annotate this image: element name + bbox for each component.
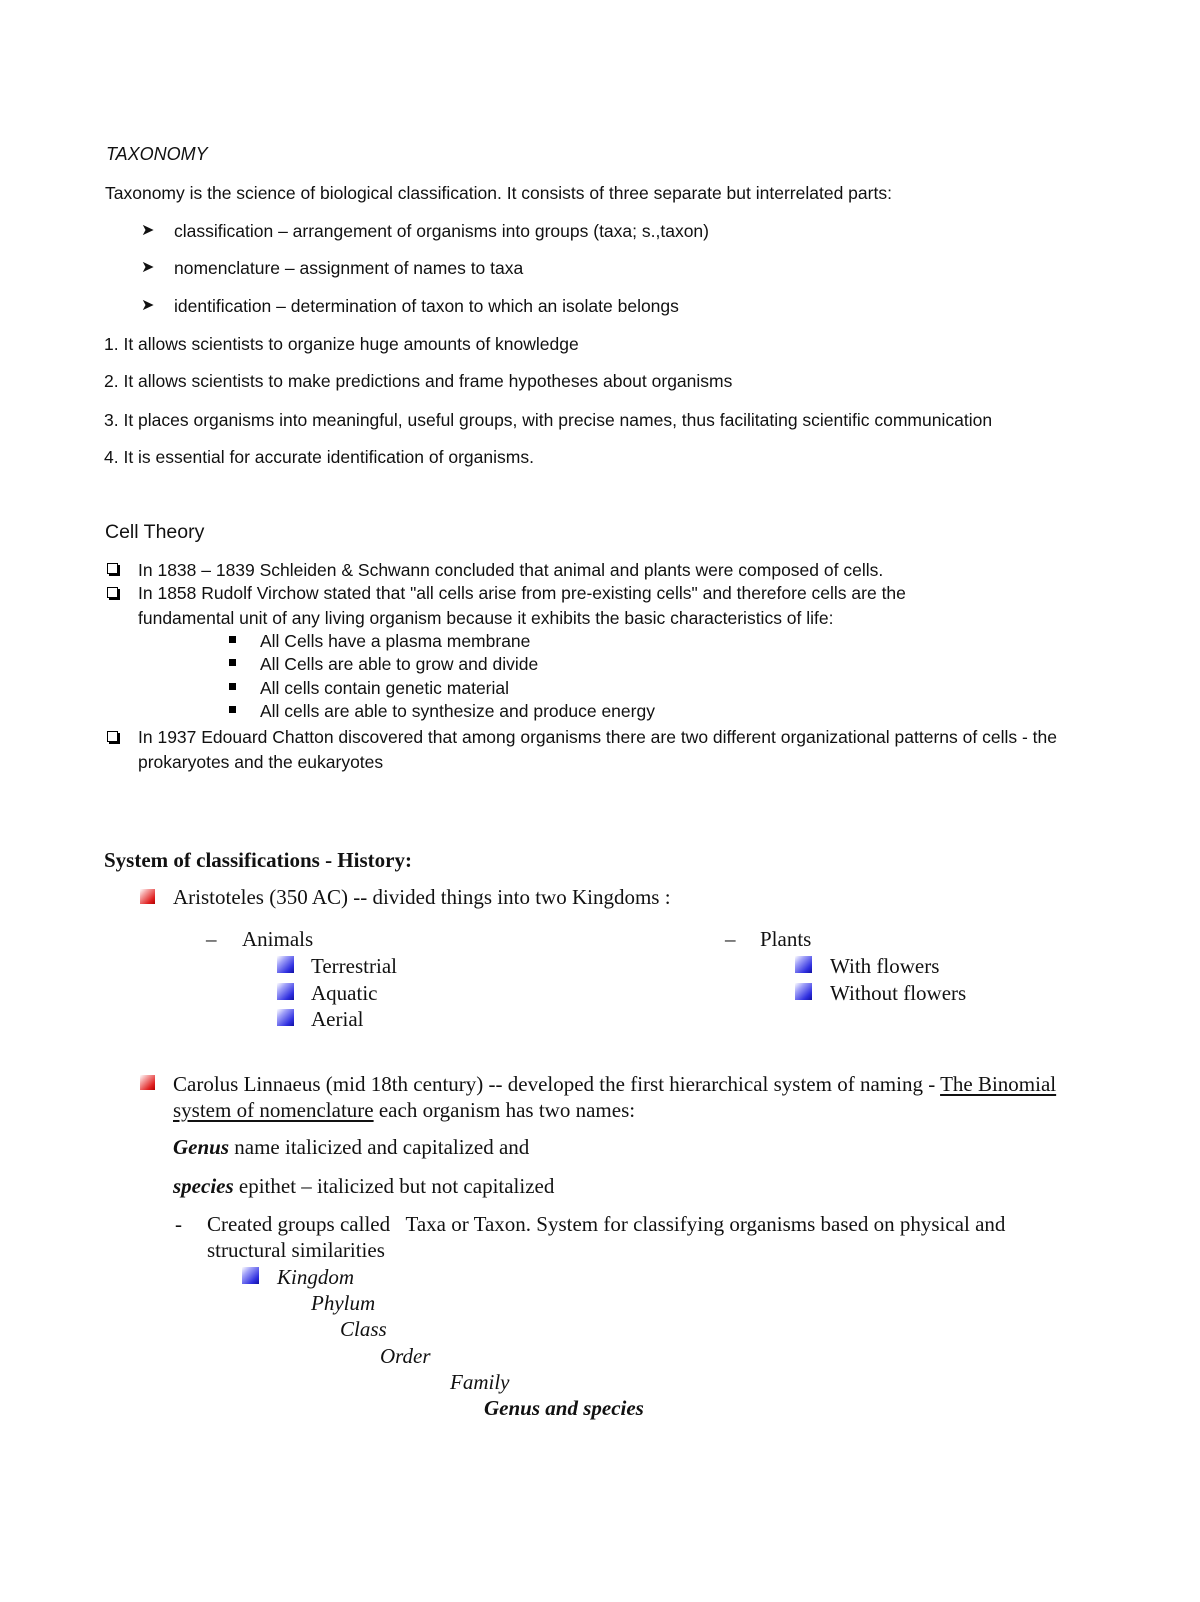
species-rest: epithet – italicized but not capitalized (233, 1174, 555, 1198)
plants-label: Plants (760, 927, 812, 951)
species-word: species (173, 1174, 234, 1198)
cell-theory-item: In 1937 Edouard Chatton discovered that among organisms there are two different organizational patterns of cells - the prokaryotes and the eukaryotes (138, 727, 1057, 772)
checkbox-bullet-icon (107, 587, 118, 598)
taxonomy-intro: Taxonomy is the science of biological classification. It consists of three separate but interrelated parts: (105, 183, 892, 203)
blue-square-bullet-icon (242, 1267, 259, 1284)
taxonomy-reason: 3. It places organisms into meaningful, useful groups, with precise names, thus facilitating scientific communication (104, 410, 993, 430)
animals-label: Animals (242, 927, 314, 951)
species-line (173, 1174, 554, 1199)
aristoteles-text: Aristoteles (350 AC) -- divided things into two Kingdoms : (173, 885, 671, 909)
taxonomy-part: classification – arrangement of organisms into groups (taxa; s.,taxon) (174, 221, 709, 241)
hierarchy-family: Family (450, 1370, 510, 1394)
red-square-bullet-icon (140, 1075, 155, 1090)
blue-square-bullet-icon (277, 1009, 294, 1026)
taxonomy-part: identification – determination of taxon to which an isolate belongs (174, 296, 679, 316)
genus-line (173, 1135, 529, 1160)
checkbox-bullet-icon (107, 731, 118, 742)
animal-type: Aquatic (311, 981, 378, 1005)
history-heading: System of classifications - History: (104, 848, 412, 872)
taxonomy-reason: 1. It allows scientists to organize huge amounts of knowledge (104, 334, 579, 354)
animal-type: Terrestrial (311, 954, 397, 978)
linnaeus-intro: Carolus Linnaeus (mid 18th century) -- developed the first hierarchical system of naming - (173, 1072, 941, 1096)
square-bullet-icon (229, 706, 236, 713)
cell-theory-item: In 1858 Rudolf Virchow stated that "all cells arise from pre-existing cells" and therefore cells are the fundamental unit of any living organism because it exhibits the basic characteristics of life: (138, 583, 906, 628)
arrowhead-bullet-icon: ➤ (141, 295, 155, 314)
blue-square-bullet-icon (277, 983, 294, 1000)
blue-square-bullet-icon (277, 956, 294, 973)
cell-theory-heading: Cell Theory (105, 521, 205, 543)
taxonomy-part: nomenclature – assignment of names to taxa (174, 258, 524, 278)
cell-characteristic: All Cells have a plasma membrane (260, 631, 531, 651)
square-bullet-icon (229, 683, 236, 690)
cell-characteristic: All Cells are able to grow and divide (260, 654, 539, 674)
arrowhead-bullet-icon: ➤ (141, 220, 155, 239)
blue-square-bullet-icon (795, 983, 812, 1000)
square-bullet-icon (229, 659, 236, 666)
linnaeus-text (173, 1071, 1063, 1123)
animal-type: Aerial (311, 1007, 364, 1031)
hierarchy-kingdom: Kingdom (277, 1265, 355, 1289)
dash-bullet: – (206, 927, 217, 951)
cell-theory-item: In 1838 – 1839 Schleiden & Schwann concluded that animal and plants were composed of cells. (138, 560, 884, 580)
genus-word: Genus (173, 1135, 230, 1159)
hierarchy-genus-species: Genus and species (484, 1396, 644, 1420)
checkbox-bullet-icon (107, 563, 118, 574)
arrowhead-bullet-icon: ➤ (141, 257, 155, 276)
dash-bullet: – (725, 927, 736, 951)
blue-square-bullet-icon (795, 956, 812, 973)
cell-characteristic: All cells contain genetic material (260, 678, 510, 698)
hierarchy-class: Class (340, 1317, 387, 1341)
taxonomy-heading: TAXONOMY (106, 144, 208, 164)
red-square-bullet-icon (140, 889, 155, 904)
genus-rest: name italicized and capitalized and (229, 1135, 530, 1159)
taxonomy-reason: 2. It allows scientists to make predictions and frame hypotheses about organisms (104, 371, 733, 391)
taxonomy-reason: 4. It is essential for accurate identification of organisms. (104, 447, 534, 467)
hierarchy-phylum: Phylum (311, 1291, 376, 1315)
linnaeus-rest: each organism has two names: (373, 1098, 636, 1122)
hierarchy-order: Order (380, 1344, 431, 1368)
binomial-system-term: The Binomial system of nomenclature (173, 1072, 1057, 1122)
plant-type: Without flowers (830, 981, 967, 1005)
plant-type: With flowers (830, 954, 940, 978)
cell-characteristic: All cells are able to synthesize and produce energy (260, 701, 655, 721)
square-bullet-icon (229, 636, 236, 643)
hyphen-bullet: - (175, 1212, 182, 1236)
taxa-text: Created groups called Taxa or Taxon. System for classifying organisms based on physical and structural similarities (207, 1212, 1011, 1262)
